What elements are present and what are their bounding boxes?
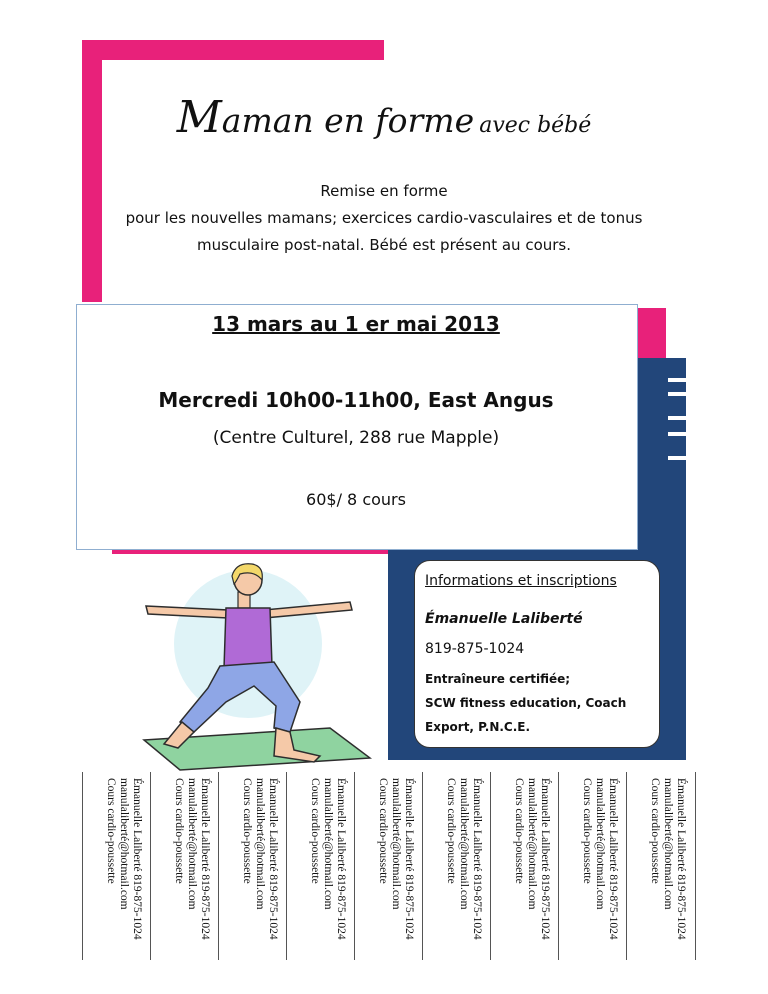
strip-email: manulaliberté@hotmail.com (254, 778, 266, 910)
instructor-certifications (425, 667, 655, 739)
title-suffix: avec bébé (479, 113, 592, 138)
tear-off-strip[interactable] (422, 772, 491, 960)
strip-name-phone: Émanuelle Laliberté 819-875-1024 (403, 778, 415, 940)
cert-line: Entraîneure certifiée; (425, 672, 571, 686)
strip-course: Cours cardio-poussette (241, 778, 253, 884)
pink-frame-left (82, 40, 102, 302)
intro-line: Remise en forme (320, 182, 448, 200)
event-price: 60$/ 8 cours (306, 490, 406, 509)
navy-stripe (668, 392, 686, 396)
strip-name-phone: Émanuelle Laliberté 819-875-1024 (539, 778, 551, 940)
tear-off-strip[interactable] (150, 772, 219, 960)
strip-course: Cours cardio-poussette (513, 778, 525, 884)
title-main: aman en forme (221, 101, 475, 140)
title-initial: M (176, 92, 222, 143)
strip-name-phone: Émanuelle Laliberté 819-875-1024 (199, 778, 211, 940)
event-dates: 13 mars au 1 er mai 2013 (212, 312, 500, 336)
tear-off-strip[interactable] (286, 772, 355, 960)
strip-course: Cours cardio-poussette (105, 778, 117, 884)
cert-line: SCW fitness education, Coach (425, 696, 627, 710)
strip-name-phone: Émanuelle Laliberté 819-875-1024 (471, 778, 483, 940)
navy-stripe (668, 416, 686, 420)
strip-course: Cours cardio-poussette (581, 778, 593, 884)
event-place: (Centre Culturel, 288 rue Mapple) (212, 428, 500, 448)
strip-email: manulaliberté@hotmail.com (322, 778, 334, 910)
info-box (414, 560, 660, 748)
cert-line: Export, P.N.C.E. (425, 720, 531, 734)
instructor-phone: 819-875-1024 (425, 641, 525, 657)
strip-email: manulaliberté@hotmail.com (662, 778, 674, 910)
intro-line: musculaire post-natal. Bébé est présent au cours. (197, 236, 571, 254)
intro-text (100, 178, 668, 259)
tear-off-strip[interactable] (626, 772, 696, 960)
strip-email: manulaliberté@hotmail.com (594, 778, 606, 910)
strip-name-phone: Émanuelle Laliberté 819-875-1024 (267, 778, 279, 940)
strip-course: Cours cardio-poussette (309, 778, 321, 884)
navy-stripe (668, 378, 686, 382)
strip-email: manulaliberté@hotmail.com (118, 778, 130, 910)
strip-course: Cours cardio-poussette (649, 778, 661, 884)
navy-stripe (668, 432, 686, 436)
info-heading: Informations et inscriptions (425, 573, 617, 589)
strip-email: manulaliberté@hotmail.com (526, 778, 538, 910)
yoga-woman-illustration (124, 562, 372, 772)
strip-name-phone: Émanuelle Laliberté 819-875-1024 (607, 778, 619, 940)
strip-course: Cours cardio-poussette (377, 778, 389, 884)
instructor-name: Émanuelle Laliberté (425, 611, 583, 627)
event-schedule: Mercredi 10h00-11h00, East Angus (158, 388, 554, 412)
tear-off-strip[interactable] (218, 772, 287, 960)
strip-email: manulaliberté@hotmail.com (458, 778, 470, 910)
strip-email: manulaliberté@hotmail.com (390, 778, 402, 910)
navy-stripe (668, 456, 686, 460)
tear-off-strip[interactable] (490, 772, 559, 960)
tear-off-strip[interactable] (558, 772, 627, 960)
flyer-title (0, 92, 768, 143)
intro-line: pour les nouvelles mamans; exercices cardio-vasculaires et de tonus (125, 209, 643, 227)
strip-name-phone: Émanuelle Laliberté 819-875-1024 (335, 778, 347, 940)
pink-frame-top (82, 40, 384, 60)
strip-course: Cours cardio-poussette (173, 778, 185, 884)
strip-name-phone: Émanuelle Laliberté 819-875-1024 (675, 778, 687, 940)
tear-off-strips (82, 772, 694, 960)
strip-course: Cours cardio-poussette (445, 778, 457, 884)
event-card (76, 304, 638, 550)
tear-off-strip[interactable] (354, 772, 423, 960)
strip-name-phone: Émanuelle Laliberté 819-875-1024 (131, 778, 143, 940)
tear-off-strip[interactable] (82, 772, 151, 960)
strip-email: manulaliberté@hotmail.com (186, 778, 198, 910)
